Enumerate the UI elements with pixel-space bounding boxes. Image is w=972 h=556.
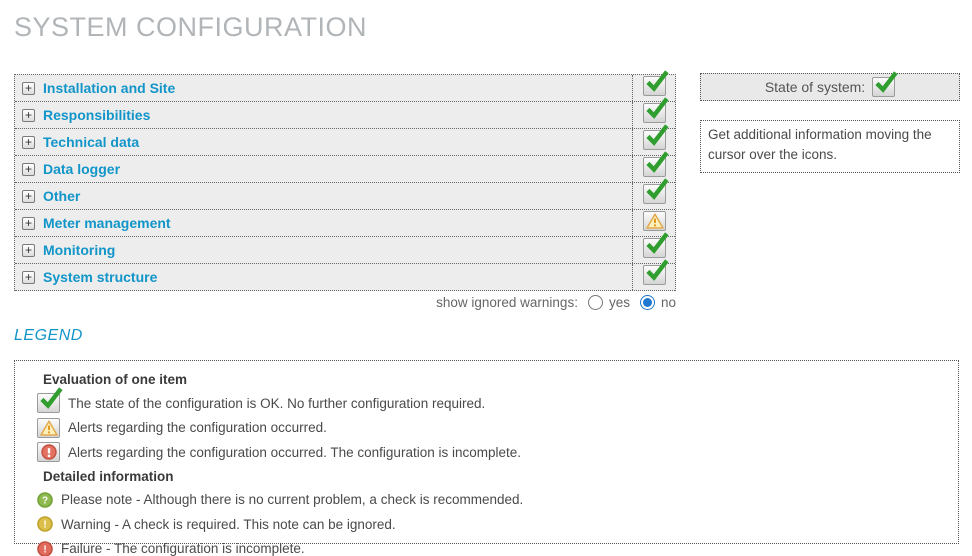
state-of-system-label: State of system: [764, 79, 866, 95]
section-toggle-installation-and-site[interactable] [15, 75, 632, 101]
section-label[interactable]: Monitoring [43, 242, 116, 258]
legend-heading-detailed: Detailed information [43, 468, 174, 484]
ok-check-icon [37, 393, 60, 413]
expand-plus-icon[interactable]: + [22, 271, 35, 284]
ok-check-icon [643, 238, 666, 258]
svg-text:!: ! [43, 519, 47, 531]
legend-item [15, 391, 958, 416]
expand-plus-icon[interactable]: + [22, 136, 35, 149]
section-toggle-responsibilities[interactable] [15, 102, 632, 128]
legend-item-text: Please note - Although there is no current problem, a check is recommended. [61, 492, 524, 508]
config-row-system-structure [15, 264, 675, 291]
ok-check-icon [643, 130, 666, 150]
legend-item-text: Alerts regarding the configuration occurred. [68, 420, 327, 436]
legend-item [15, 537, 958, 556]
warning-triangle-icon [643, 211, 666, 231]
config-row-other [15, 183, 675, 210]
section-toggle-monitoring[interactable] [15, 237, 632, 263]
section-toggle-system-structure[interactable] [15, 264, 632, 290]
expand-plus-icon[interactable]: + [22, 190, 35, 203]
legend-item [15, 416, 958, 441]
legend-heading-evaluation: Evaluation of one item [43, 372, 188, 387]
section-label[interactable]: Other [43, 188, 81, 204]
show-warnings-yes-radio[interactable] [588, 295, 603, 310]
status-cell [632, 183, 675, 209]
expand-plus-icon[interactable]: + [22, 82, 35, 95]
svg-text:!: ! [43, 544, 47, 556]
section-label[interactable]: Meter management [43, 215, 171, 231]
warning-triangle-icon [37, 418, 60, 438]
legend-item-text: The state of the configuration is OK. No further configuration required. [68, 395, 486, 411]
section-toggle-data-logger[interactable] [15, 156, 632, 182]
ok-check-icon [643, 184, 666, 204]
ok-check-icon [643, 265, 666, 285]
section-toggle-other[interactable] [15, 183, 632, 209]
section-label[interactable]: Installation and Site [43, 80, 176, 96]
section-label[interactable]: System structure [43, 269, 158, 285]
page-title: SYSTEM CONFIGURATION [14, 12, 368, 42]
status-cell [632, 264, 675, 290]
config-row-data-logger [15, 156, 675, 183]
ok-check-icon [643, 103, 666, 123]
legend-item [15, 488, 958, 513]
section-label[interactable]: Responsibilities [43, 107, 151, 123]
legend-item-text: Failure - The configuration is incomplete. [61, 541, 305, 556]
note-question-circle-icon [37, 492, 53, 508]
legend-item [15, 512, 958, 537]
section-toggle-technical-data[interactable] [15, 129, 632, 155]
config-sections-table [14, 74, 676, 291]
show-warnings-yes-label[interactable]: yes [608, 295, 630, 310]
expand-plus-icon[interactable]: + [22, 109, 35, 122]
config-row-meter-management [15, 210, 675, 237]
legend-title: LEGEND [14, 327, 83, 344]
config-row-technical-data [15, 129, 675, 156]
warning-exclamation-circle-icon [37, 516, 53, 532]
expand-plus-icon[interactable]: + [22, 217, 35, 230]
status-icon[interactable] [643, 184, 666, 209]
config-row-monitoring [15, 237, 675, 264]
config-row-responsibilities [15, 102, 675, 129]
legend-item-text: Alerts regarding the configuration occurred. The configuration is incomplete. [68, 444, 522, 460]
section-label[interactable]: Technical data [43, 134, 140, 150]
show-ignored-warnings-control [436, 295, 676, 310]
show-warnings-no-label[interactable]: no [660, 295, 676, 310]
show-warnings-no-radio[interactable] [640, 295, 655, 310]
state-of-system-box [700, 73, 960, 101]
svg-text:?: ? [41, 495, 49, 507]
legend-item-text: Warning - A check is required. This note can be ignored. [61, 516, 396, 532]
legend-item [15, 440, 958, 465]
expand-plus-icon[interactable]: + [22, 244, 35, 257]
section-label[interactable]: Data logger [43, 161, 121, 177]
error-circle-icon [37, 442, 60, 462]
ok-check-icon [643, 76, 666, 96]
section-toggle-meter-management[interactable] [15, 210, 632, 236]
legend-box [14, 360, 959, 556]
show-ignored-warnings-label: show ignored warnings: [436, 295, 578, 310]
config-row-installation-and-site [15, 75, 675, 102]
info-box: Get additional information moving the cursor over the icons. [700, 120, 960, 173]
status-icon[interactable] [643, 265, 666, 290]
failure-exclamation-circle-icon [37, 541, 53, 556]
ok-check-icon[interactable] [872, 77, 895, 97]
ok-check-icon [643, 157, 666, 177]
expand-plus-icon[interactable]: + [22, 163, 35, 176]
